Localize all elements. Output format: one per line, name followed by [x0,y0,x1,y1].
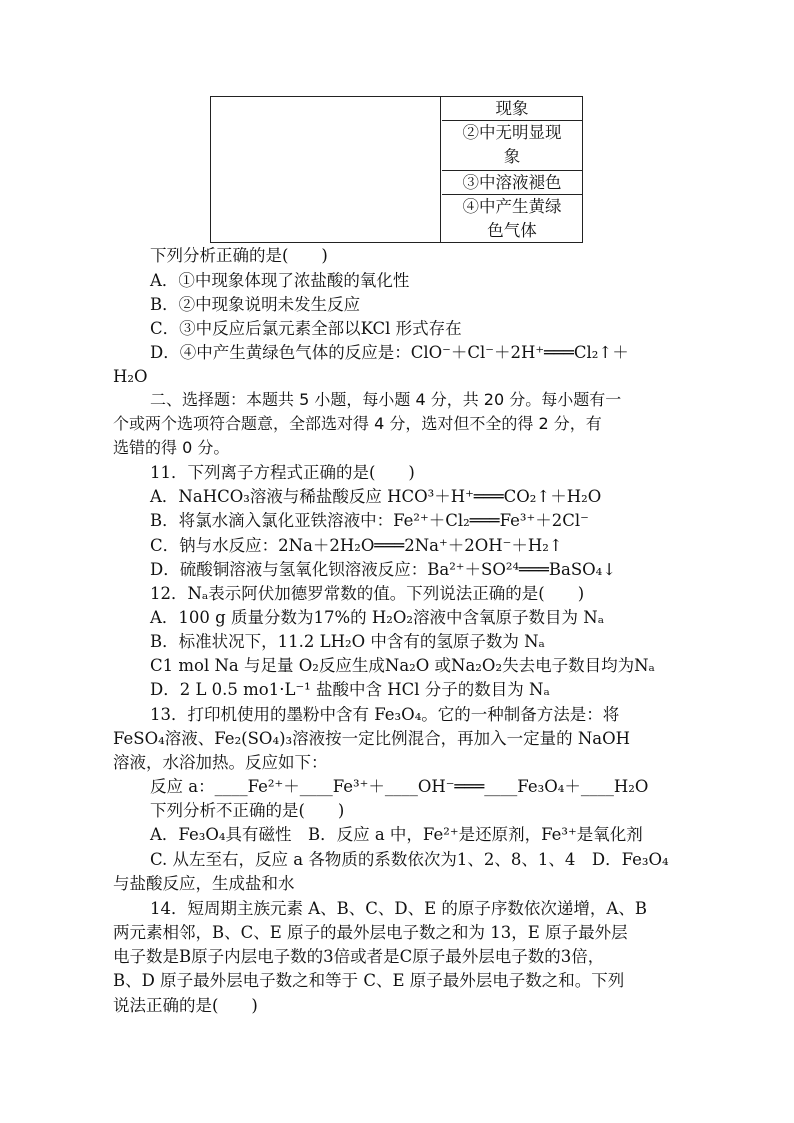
q14-line4: B、D 原子最外层电子数之和等于 C、E 原子最外层电子数之和。下列 [113,971,625,990]
table-row-text-1b: 象 [503,147,521,166]
table-row-text-3b: 色气体 [487,221,537,240]
table-header-cell [442,97,582,121]
table-row-text-2: ③中溶液褪色 [462,173,562,192]
table-row-text-3a: ④中产生黄绿 [462,197,562,216]
q13-line2: FeSO₄溶液、Fe₂(SO₄)₃溶液按一定比例混合，再加入一定量的 NaOH [113,729,631,748]
table-row-text-1a: ②中无明显现 [462,123,562,142]
q11-option-b: B．将氯水滴入氯化亚铁溶液中：Fe²⁺＋Cl₂═══Fe³⁺＋2Cl⁻ [150,511,589,530]
q11-stem: 11．下列离子方程式正确的是( ) [150,463,415,482]
q14-line3: 电子数是B原子内层电子数的3倍或者是C原子最外层电子数的3倍， [113,947,605,966]
section2-line3: 选错的得 0 分。 [113,438,230,457]
q12-option-d: D．2 L 0.5 mo1·L⁻¹ 盐酸中含 HCl 分子的数目为 Nₐ [150,680,550,699]
experiment-table [210,96,583,243]
section2-line2: 个或两个选项符合题意，全部选对得 4 分，选对但不全的得 2 分，有 [113,414,602,433]
q10-stem: 下列分析正确的是( ) [150,246,328,265]
q14-line5: 说法正确的是( ) [113,996,258,1015]
table-row [442,195,582,242]
q13-option-d-cont: 与盐酸反应，生成盐和水 [113,874,295,893]
q11-option-c: C．钠与水反应：2Na＋2H₂O═══2Na⁺＋2OH⁻＋H₂↑ [150,536,563,555]
q13-line3: 溶液，水浴加热。反应如下： [113,753,328,772]
q13-reaction: 反应 a：____Fe²⁺＋____Fe³⁺＋____OH⁻═══____Fe₃O₄＋____H₂O [150,777,649,796]
table-header: 现象 [495,99,529,118]
table-row [442,171,582,195]
q10-option-b: B．②中现象说明未发生反应 [150,295,361,314]
q13-options-ab: A．Fe₃O₄具有磁性 B．反应 a 中，Fe²⁺是还原剂，Fe³⁺是氧化剂 [150,825,643,844]
table-row [442,121,582,171]
table-left-blank-cell [211,97,441,242]
q11-option-d: D．硫酸铜溶液与氢氧化钡溶液反应：Ba²⁺＋SO²⁴═══BaSO₄↓ [150,560,617,579]
q13-options-cd: C. 从左至右，反应 a 各物质的系数依次为1、2、8、1、4 D．Fe₃O₄ [150,850,669,869]
q14-line2: 两元素相邻，B、C、E 原子的最外层电子数之和为 13，E 原子最外层 [113,923,628,942]
q10-option-c: C．③中反应后氯元素全部以KCl 形式存在 [150,319,462,338]
section2-line1: 二、选择题：本题共 5 小题，每小题 4 分，共 20 分。每小题有一 [150,390,622,409]
q10-option-a: A．①中现象体现了浓盐酸的氧化性 [150,271,410,290]
q11-option-a: A．NaHCO₃溶液与稀盐酸反应 HCO³＋H⁺═══CO₂↑＋H₂O [150,487,602,506]
q13-line1: 13．打印机使用的墨粉中含有 Fe₃O₄。它的一种制备方法是：将 [150,705,620,724]
q12-stem: 12．Nₐ表示阿伏加德罗常数的值。下列说法正确的是( ) [150,584,585,603]
q12-option-a: A．100 g 质量分数为17%的 H₂O₂溶液中含氧原子数目为 Nₐ [150,608,605,627]
q12-option-c: C1 mol Na 与足量 O₂反应生成Na₂O 或Na₂O₂失去电子数目均为Nₐ [150,656,655,675]
q10-option-d: D．④中产生黄绿色气体的反应是：ClO⁻＋Cl⁻＋2H⁺═══Cl₂↑＋ [150,343,629,362]
q14-line1: 14．短周期主族元素 A、B、C、D、E 的原子序数依次递增，A、B [150,899,647,918]
q13-stem: 下列分析不正确的是( ) [150,801,345,820]
q12-option-b: B．标准状况下，11.2 LH₂O 中含有的氢原子数为 Nₐ [150,632,545,651]
phenomena-column [442,97,582,242]
q10-option-d-cont: H₂O [113,367,148,386]
